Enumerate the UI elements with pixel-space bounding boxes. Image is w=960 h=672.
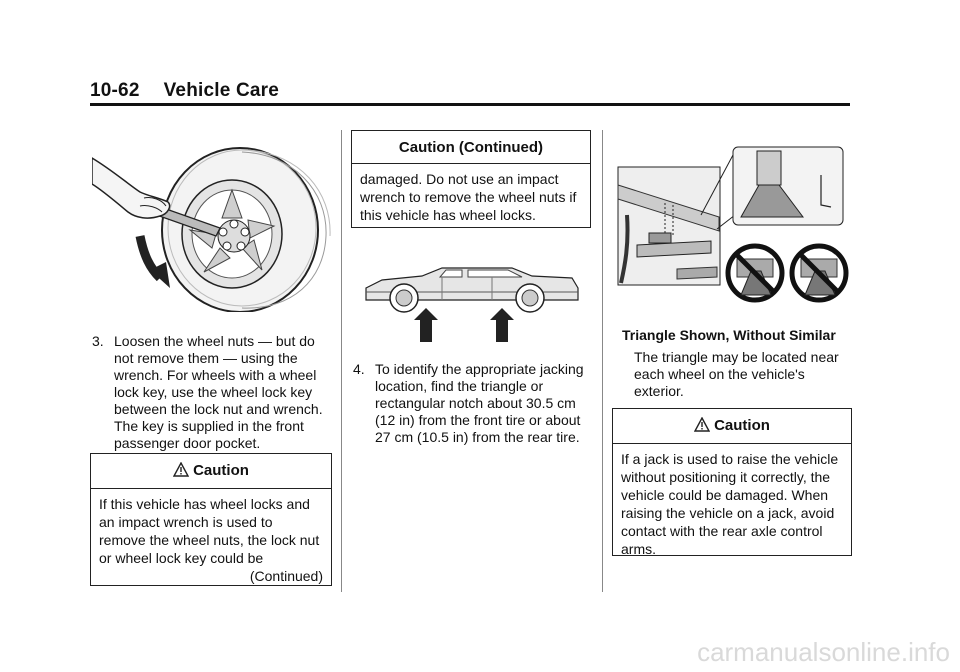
step-3-text: Loosen the wheel nuts — but do not remove them — using the wrench. For wheels with a wheel lock key, use the wheel lock key between the lock nut and wrench. The key is supplied in the front passenger door pocket. xyxy=(114,333,323,451)
jacking-location-car-illustration xyxy=(362,266,582,344)
section-title: Vehicle Care xyxy=(163,80,280,101)
jack-triangle-illustration xyxy=(617,145,853,305)
caution-continued-text: damaged. Do not use an impact wrench to remove the wheel nuts if this vehicle has wheel locks. xyxy=(360,171,577,223)
header-text xyxy=(90,80,850,102)
caution-box-continued xyxy=(351,130,591,228)
caution-body xyxy=(91,489,331,591)
step-4-number: 4. xyxy=(353,361,365,377)
column-divider-left xyxy=(341,130,342,592)
caution-box-right xyxy=(612,408,852,556)
caution-title: Caution xyxy=(193,462,249,479)
step-3 xyxy=(92,333,336,452)
caution-title-right: Caution xyxy=(714,417,770,434)
figure-caption: Triangle Shown, Without Similar xyxy=(622,327,836,343)
caution-box-left xyxy=(90,453,332,586)
step-4 xyxy=(353,361,591,446)
step-4-text: To identify the appropriate jacking location, find the triangle or rectangular notch about 30.5 cm (12 in) from the front tire or about 27 cm (10.5 in) from the rear tire. xyxy=(375,361,584,445)
watermark: carmanualsonline.info xyxy=(697,637,950,667)
caution-text-right: If a jack is used to raise the vehicle without positioning it correctly, the vehicle could be damaged. When raising the vehicle on a jack, avoid contact with the rear axle control arms. xyxy=(621,451,839,557)
caution-header-right xyxy=(613,409,851,444)
triangle-paragraph: The triangle may be located near each wheel on the vehicle's exterior. xyxy=(634,349,839,399)
column-divider-right xyxy=(602,130,603,592)
caution-text: If this vehicle has wheel locks and an impact wrench is used to remove the wheel nuts, the lock nut or wheel lock key could be xyxy=(99,496,320,566)
header-rule xyxy=(90,103,850,106)
step-3-number: 3. xyxy=(92,333,104,349)
caution-continued-header: Caution (Continued) xyxy=(352,131,590,164)
continued-label: (Continued) xyxy=(249,568,323,584)
caution-header xyxy=(91,454,331,489)
page-number: 10-62 xyxy=(90,80,140,101)
page-header xyxy=(90,80,850,102)
warning-icon xyxy=(173,462,189,481)
warning-icon xyxy=(694,417,710,436)
wheel-wrench-illustration xyxy=(92,140,332,312)
